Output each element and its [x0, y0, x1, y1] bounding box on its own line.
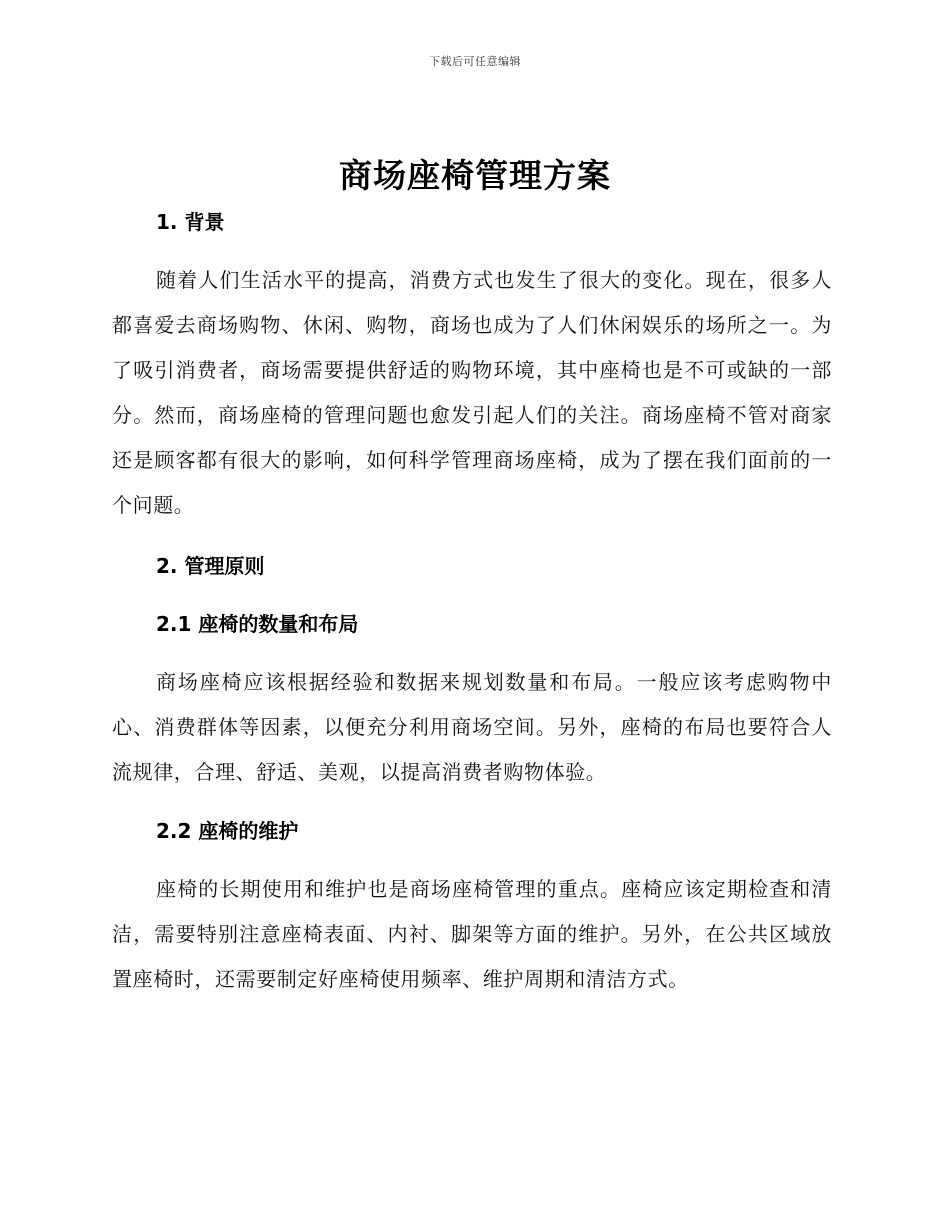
header-note: 下载后可任意编辑: [429, 55, 521, 68]
section-heading-principles: 2. 管理原则: [156, 554, 265, 578]
document-body: [112, 200, 832, 1002]
section-paragraph-quantity-layout: 商场座椅应该根据经验和数据来规划数量和布局。一般应该考虑购物中心、消费群体等因素，以便充分利用商场空间。另外，座椅的布局也要符合人流规律，合理、舒适、美观，以提高消费者购物体验。: [112, 670, 832, 784]
section-paragraph-maintenance: 座椅的长期使用和维护也是商场座椅管理的重点。座椅应该定期检查和清洁，需要特别注意座椅表面、内衬、脚架等方面的维护。另外，在公共区域放置座椅时，还需要制定好座椅使用频率、维护周期和清洁方式。: [112, 877, 832, 991]
section-heading-maintenance: 2.2 座椅的维护: [156, 819, 299, 843]
section-heading-background: 1. 背景: [156, 210, 225, 234]
section-paragraph-background: 随着人们生活水平的提高，消费方式也发生了很大的变化。现在，很多人都喜爱去商场购物、休闲、购物，商场也成为了人们休闲娱乐的场所之一。为了吸引消费者，商场需要提供舒适的购物环境，其中座椅也是不可或缺的一部分。然而，商场座椅的管理问题也愈发引起人们的关注。商场座椅不管对商家还是顾客都有很大的影响，如何科学管理商场座椅，成为了摆在我们面前的一个问题。: [112, 268, 832, 517]
section-heading-quantity-layout: 2.1 座椅的数量和布局: [156, 612, 359, 636]
document-title: 商场座椅管理方案: [339, 156, 611, 195]
